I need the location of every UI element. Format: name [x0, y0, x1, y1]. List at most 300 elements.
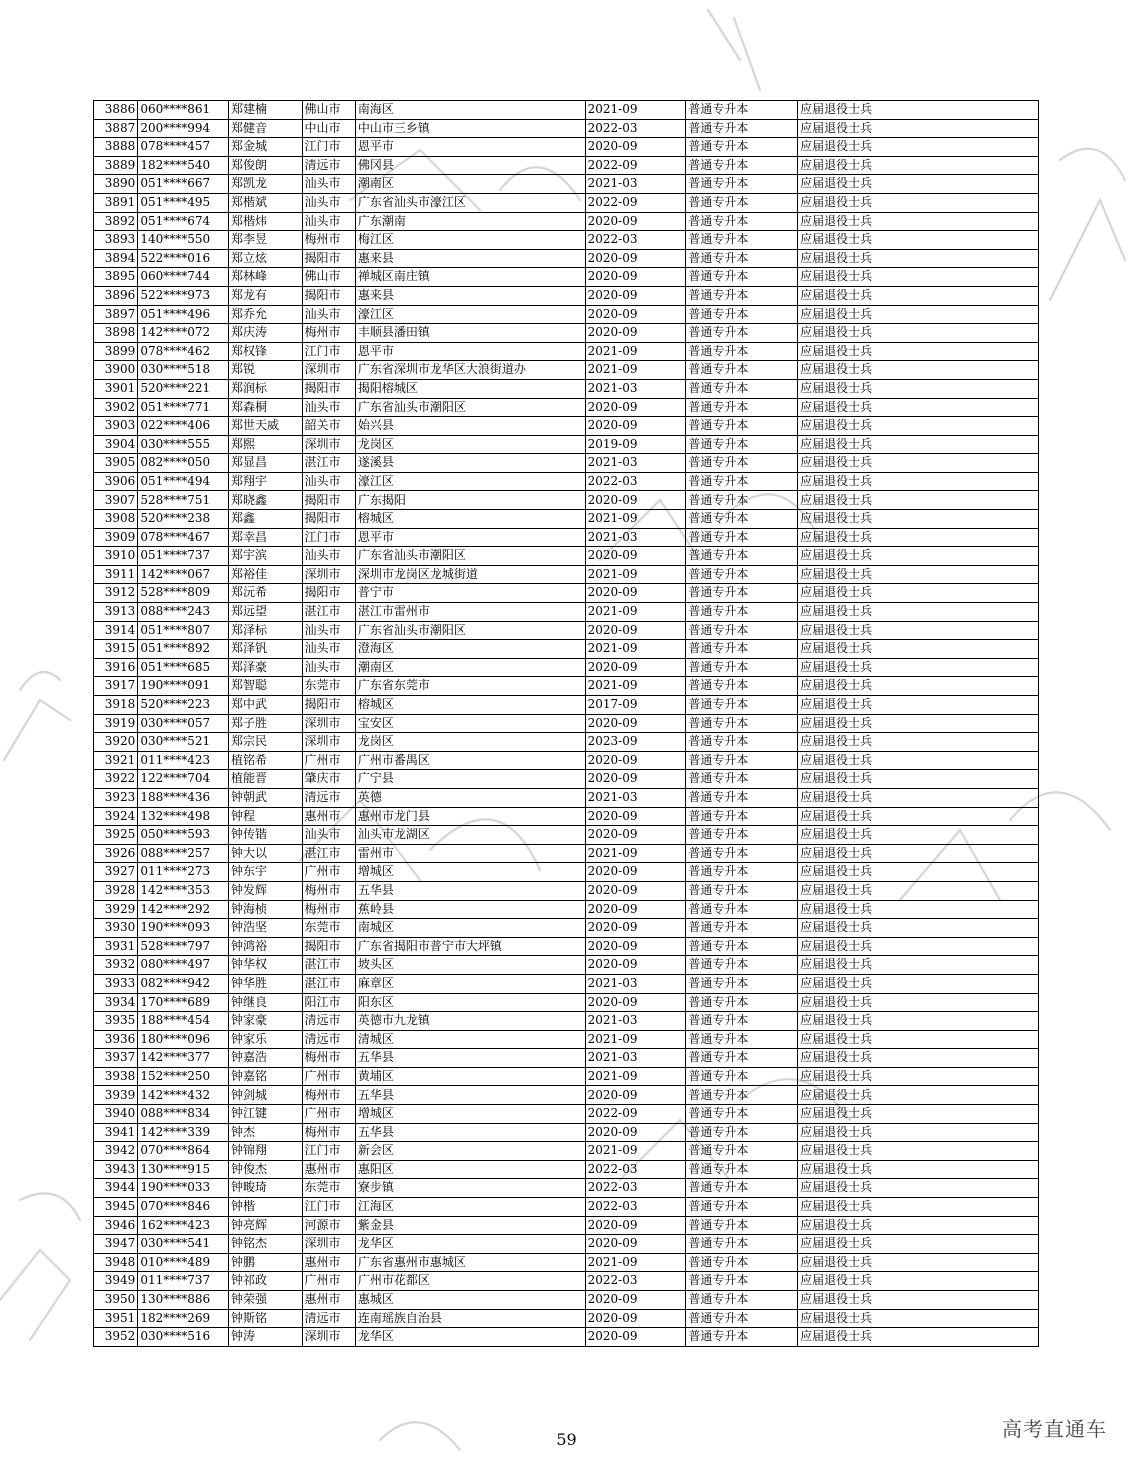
id-cell: 022****406	[138, 417, 229, 436]
seq-cell: 3942	[94, 1142, 138, 1161]
date-cell: 2022-03	[585, 1198, 686, 1217]
seq-cell: 3905	[94, 454, 138, 473]
city-cell: 汕头市	[302, 826, 355, 845]
category-cell: 应届退役士兵	[798, 696, 1039, 715]
id-cell: 528****751	[138, 491, 229, 510]
category-cell: 应届退役士兵	[798, 863, 1039, 882]
date-cell: 2020-09	[585, 900, 686, 919]
city-cell: 梅州市	[302, 1123, 355, 1142]
date-cell: 2020-09	[585, 249, 686, 268]
city-cell: 东莞市	[302, 677, 355, 696]
id-cell: 528****809	[138, 584, 229, 603]
seq-cell: 3900	[94, 361, 138, 380]
city-cell: 汕头市	[302, 175, 355, 194]
seq-cell: 3886	[94, 101, 138, 120]
city-cell: 汕头市	[302, 472, 355, 491]
district-cell: 湛江市雷州市	[355, 603, 585, 622]
category-cell: 应届退役士兵	[798, 1291, 1039, 1310]
date-cell: 2021-03	[585, 1049, 686, 1068]
seq-cell: 3897	[94, 305, 138, 324]
seq-cell: 3932	[94, 956, 138, 975]
name-cell: 郑金城	[228, 138, 302, 157]
table-row	[94, 807, 1039, 826]
category-cell: 应届退役士兵	[798, 1198, 1039, 1217]
table-row	[94, 491, 1039, 510]
category-cell: 应届退役士兵	[798, 844, 1039, 863]
table-row	[94, 1012, 1039, 1031]
district-cell: 广东省惠州市惠城区	[355, 1253, 585, 1272]
category-cell: 应届退役士兵	[798, 937, 1039, 956]
name-cell: 钟浩坚	[228, 919, 302, 938]
district-cell: 坡头区	[355, 956, 585, 975]
table-row	[94, 677, 1039, 696]
category-cell: 应届退役士兵	[798, 417, 1039, 436]
district-cell: 濠江区	[355, 472, 585, 491]
seq-cell: 3945	[94, 1198, 138, 1217]
category-cell: 应届退役士兵	[798, 1067, 1039, 1086]
id-cell: 082****942	[138, 974, 229, 993]
category-cell: 应届退役士兵	[798, 1328, 1039, 1347]
name-cell: 钟朝武	[228, 788, 302, 807]
date-cell: 2020-09	[585, 751, 686, 770]
district-cell: 南城区	[355, 919, 585, 938]
city-cell: 汕头市	[302, 621, 355, 640]
district-cell: 增城区	[355, 1105, 585, 1124]
seq-cell: 3924	[94, 807, 138, 826]
seq-cell: 3931	[94, 937, 138, 956]
name-cell: 郑立炫	[228, 249, 302, 268]
seq-cell: 3890	[94, 175, 138, 194]
category-cell: 应届退役士兵	[798, 1160, 1039, 1179]
district-cell: 增城区	[355, 863, 585, 882]
date-cell: 2021-09	[585, 1030, 686, 1049]
id-cell: 142****339	[138, 1123, 229, 1142]
id-cell: 051****674	[138, 212, 229, 231]
table-row	[94, 714, 1039, 733]
table-row	[94, 398, 1039, 417]
city-cell: 清远市	[302, 1012, 355, 1031]
date-cell: 2020-09	[585, 324, 686, 343]
id-cell: 200****994	[138, 119, 229, 138]
date-cell: 2020-09	[585, 919, 686, 938]
table-row	[94, 435, 1039, 454]
type-cell: 普通专升本	[686, 1049, 798, 1068]
name-cell: 郑宗民	[228, 733, 302, 752]
category-cell: 应届退役士兵	[798, 547, 1039, 566]
table-row	[94, 733, 1039, 752]
seq-cell: 3935	[94, 1012, 138, 1031]
date-cell: 2020-09	[585, 1328, 686, 1347]
id-cell: 142****072	[138, 324, 229, 343]
city-cell: 揭阳市	[302, 379, 355, 398]
name-cell: 钟鹏	[228, 1253, 302, 1272]
seq-cell: 3910	[94, 547, 138, 566]
name-cell: 郑凯龙	[228, 175, 302, 194]
id-cell: 122****704	[138, 770, 229, 789]
type-cell: 普通专升本	[686, 547, 798, 566]
district-cell: 广州市番禺区	[355, 751, 585, 770]
date-cell: 2020-09	[585, 305, 686, 324]
table-row	[94, 472, 1039, 491]
category-cell: 应届退役士兵	[798, 677, 1039, 696]
name-cell: 郑楷斌	[228, 193, 302, 212]
name-cell: 钟江键	[228, 1105, 302, 1124]
id-cell: 051****771	[138, 398, 229, 417]
city-cell: 湛江市	[302, 454, 355, 473]
city-cell: 湛江市	[302, 956, 355, 975]
seq-cell: 3918	[94, 696, 138, 715]
city-cell: 汕头市	[302, 305, 355, 324]
city-cell: 深圳市	[302, 733, 355, 752]
district-cell: 阳东区	[355, 993, 585, 1012]
id-cell: 011****737	[138, 1272, 229, 1291]
id-cell: 188****436	[138, 788, 229, 807]
type-cell: 普通专升本	[686, 398, 798, 417]
category-cell: 应届退役士兵	[798, 379, 1039, 398]
name-cell: 郑世天威	[228, 417, 302, 436]
id-cell: 030****555	[138, 435, 229, 454]
type-cell: 普通专升本	[686, 286, 798, 305]
id-cell: 050****593	[138, 826, 229, 845]
city-cell: 东莞市	[302, 919, 355, 938]
seq-cell: 3949	[94, 1272, 138, 1291]
type-cell: 普通专升本	[686, 435, 798, 454]
type-cell: 普通专升本	[686, 472, 798, 491]
type-cell: 普通专升本	[686, 881, 798, 900]
district-cell: 广宁县	[355, 770, 585, 789]
district-cell: 始兴县	[355, 417, 585, 436]
type-cell: 普通专升本	[686, 919, 798, 938]
date-cell: 2020-09	[585, 826, 686, 845]
city-cell: 汕头市	[302, 658, 355, 677]
type-cell: 普通专升本	[686, 751, 798, 770]
name-cell: 钟剑城	[228, 1086, 302, 1105]
seq-cell: 3917	[94, 677, 138, 696]
type-cell: 普通专升本	[686, 974, 798, 993]
seq-cell: 3888	[94, 138, 138, 157]
table-row	[94, 788, 1039, 807]
type-cell: 普通专升本	[686, 807, 798, 826]
date-cell: 2021-03	[585, 974, 686, 993]
name-cell: 郑俊朗	[228, 156, 302, 175]
id-cell: 170****689	[138, 993, 229, 1012]
type-cell: 普通专升本	[686, 156, 798, 175]
seq-cell: 3936	[94, 1030, 138, 1049]
district-cell: 丰顺县潘田镇	[355, 324, 585, 343]
city-cell: 清远市	[302, 1309, 355, 1328]
date-cell: 2020-09	[585, 547, 686, 566]
name-cell: 郑晓鑫	[228, 491, 302, 510]
type-cell: 普通专升本	[686, 1198, 798, 1217]
city-cell: 惠州市	[302, 1253, 355, 1272]
category-cell: 应届退役士兵	[798, 1272, 1039, 1291]
name-cell: 郑远望	[228, 603, 302, 622]
category-cell: 应届退役士兵	[798, 584, 1039, 603]
type-cell: 普通专升本	[686, 510, 798, 529]
name-cell: 钟程	[228, 807, 302, 826]
category-cell: 应届退役士兵	[798, 342, 1039, 361]
seq-cell: 3930	[94, 919, 138, 938]
id-cell: 142****353	[138, 881, 229, 900]
id-cell: 030****518	[138, 361, 229, 380]
id-cell: 051****892	[138, 640, 229, 659]
table-row	[94, 249, 1039, 268]
district-cell: 广东省汕头市潮阳区	[355, 398, 585, 417]
city-cell: 湛江市	[302, 603, 355, 622]
city-cell: 广州市	[302, 751, 355, 770]
category-cell: 应届退役士兵	[798, 175, 1039, 194]
id-cell: 010****489	[138, 1253, 229, 1272]
date-cell: 2020-09	[585, 714, 686, 733]
city-cell: 梅州市	[302, 1086, 355, 1105]
category-cell: 应届退役士兵	[798, 1123, 1039, 1142]
date-cell: 2020-09	[585, 956, 686, 975]
city-cell: 惠州市	[302, 1160, 355, 1179]
name-cell: 钟亮辉	[228, 1216, 302, 1235]
date-cell: 2022-03	[585, 119, 686, 138]
type-cell: 普通专升本	[686, 863, 798, 882]
seq-cell: 3948	[94, 1253, 138, 1272]
type-cell: 普通专升本	[686, 1328, 798, 1347]
type-cell: 普通专升本	[686, 101, 798, 120]
district-cell: 广东潮南	[355, 212, 585, 231]
name-cell: 郑翔宇	[228, 472, 302, 491]
type-cell: 普通专升本	[686, 733, 798, 752]
category-cell: 应届退役士兵	[798, 565, 1039, 584]
category-cell: 应届退役士兵	[798, 733, 1039, 752]
category-cell: 应届退役士兵	[798, 807, 1039, 826]
district-cell: 龙岗区	[355, 733, 585, 752]
seq-cell: 3951	[94, 1309, 138, 1328]
city-cell: 江门市	[302, 1142, 355, 1161]
type-cell: 普通专升本	[686, 1105, 798, 1124]
district-cell: 五华县	[355, 1123, 585, 1142]
date-cell: 2021-03	[585, 788, 686, 807]
date-cell: 2021-09	[585, 342, 686, 361]
district-cell: 普宁市	[355, 584, 585, 603]
table-row	[94, 1235, 1039, 1254]
table-row	[94, 658, 1039, 677]
seq-cell: 3902	[94, 398, 138, 417]
type-cell: 普通专升本	[686, 584, 798, 603]
table-row	[94, 324, 1039, 343]
category-cell: 应届退役士兵	[798, 454, 1039, 473]
seq-cell: 3941	[94, 1123, 138, 1142]
category-cell: 应届退役士兵	[798, 1253, 1039, 1272]
name-cell: 郑森桐	[228, 398, 302, 417]
type-cell: 普通专升本	[686, 361, 798, 380]
category-cell: 应届退役士兵	[798, 286, 1039, 305]
city-cell: 汕头市	[302, 212, 355, 231]
district-cell: 黄埔区	[355, 1067, 585, 1086]
seq-cell: 3906	[94, 472, 138, 491]
date-cell: 2021-09	[585, 361, 686, 380]
id-cell: 011****423	[138, 751, 229, 770]
district-cell: 龙华区	[355, 1235, 585, 1254]
city-cell: 深圳市	[302, 1235, 355, 1254]
table-row	[94, 119, 1039, 138]
roster-table-body	[94, 101, 1039, 1347]
district-cell: 汕头市龙湖区	[355, 826, 585, 845]
type-cell: 普通专升本	[686, 677, 798, 696]
type-cell: 普通专升本	[686, 937, 798, 956]
category-cell: 应届退役士兵	[798, 138, 1039, 157]
category-cell: 应届退役士兵	[798, 881, 1039, 900]
date-cell: 2022-09	[585, 1105, 686, 1124]
category-cell: 应届退役士兵	[798, 770, 1039, 789]
date-cell: 2020-09	[585, 398, 686, 417]
table-row	[94, 974, 1039, 993]
seq-cell: 3933	[94, 974, 138, 993]
district-cell: 惠阳区	[355, 1160, 585, 1179]
category-cell: 应届退役士兵	[798, 1012, 1039, 1031]
district-cell: 麻章区	[355, 974, 585, 993]
district-cell: 广东省汕头市潮阳区	[355, 621, 585, 640]
table-row	[94, 1309, 1039, 1328]
table-row	[94, 1067, 1039, 1086]
date-cell: 2020-09	[585, 1309, 686, 1328]
category-cell: 应届退役士兵	[798, 268, 1039, 287]
seq-cell: 3904	[94, 435, 138, 454]
table-row	[94, 175, 1039, 194]
category-cell: 应届退役士兵	[798, 119, 1039, 138]
seq-cell: 3950	[94, 1291, 138, 1310]
name-cell: 郑权锋	[228, 342, 302, 361]
city-cell: 揭阳市	[302, 937, 355, 956]
category-cell: 应届退役士兵	[798, 603, 1039, 622]
city-cell: 佛山市	[302, 268, 355, 287]
name-cell: 郑楷炜	[228, 212, 302, 231]
district-cell: 揭阳榕城区	[355, 379, 585, 398]
name-cell: 郑沅希	[228, 584, 302, 603]
category-cell: 应届退役士兵	[798, 249, 1039, 268]
type-cell: 普通专升本	[686, 1272, 798, 1291]
type-cell: 普通专升本	[686, 305, 798, 324]
district-cell: 宝安区	[355, 714, 585, 733]
name-cell: 郑泽豪	[228, 658, 302, 677]
type-cell: 普通专升本	[686, 1160, 798, 1179]
district-cell: 龙华区	[355, 1328, 585, 1347]
category-cell: 应届退役士兵	[798, 714, 1039, 733]
date-cell: 2021-09	[585, 1067, 686, 1086]
table-row	[94, 1142, 1039, 1161]
table-row	[94, 101, 1039, 120]
type-cell: 普通专升本	[686, 1291, 798, 1310]
seq-cell: 3891	[94, 193, 138, 212]
name-cell: 钟涛	[228, 1328, 302, 1347]
table-row	[94, 156, 1039, 175]
id-cell: 190****091	[138, 677, 229, 696]
date-cell: 2020-09	[585, 993, 686, 1012]
table-row	[94, 919, 1039, 938]
seq-cell: 3913	[94, 603, 138, 622]
type-cell: 普通专升本	[686, 1309, 798, 1328]
brand-watermark-text: 高考直通车	[1002, 1417, 1107, 1441]
date-cell: 2020-09	[585, 491, 686, 510]
date-cell: 2017-09	[585, 696, 686, 715]
name-cell: 郑健音	[228, 119, 302, 138]
type-cell: 普通专升本	[686, 826, 798, 845]
type-cell: 普通专升本	[686, 528, 798, 547]
category-cell: 应届退役士兵	[798, 1216, 1039, 1235]
seq-cell: 3893	[94, 231, 138, 250]
page-number: 59	[556, 1430, 577, 1449]
city-cell: 广州市	[302, 1105, 355, 1124]
date-cell: 2020-09	[585, 621, 686, 640]
date-cell: 2021-09	[585, 101, 686, 120]
type-cell: 普通专升本	[686, 1179, 798, 1198]
city-cell: 河源市	[302, 1216, 355, 1235]
city-cell: 深圳市	[302, 1328, 355, 1347]
type-cell: 普通专升本	[686, 1030, 798, 1049]
type-cell: 普通专升本	[686, 249, 798, 268]
district-cell: 英德	[355, 788, 585, 807]
district-cell: 英德市九龙镇	[355, 1012, 585, 1031]
name-cell: 郑显昌	[228, 454, 302, 473]
seq-cell: 3952	[94, 1328, 138, 1347]
type-cell: 普通专升本	[686, 268, 798, 287]
district-cell: 五华县	[355, 1049, 585, 1068]
name-cell: 郑建楠	[228, 101, 302, 120]
city-cell: 梅州市	[302, 231, 355, 250]
seq-cell: 3928	[94, 881, 138, 900]
city-cell: 江门市	[302, 528, 355, 547]
district-cell: 澄海区	[355, 640, 585, 659]
district-cell: 五华县	[355, 881, 585, 900]
type-cell: 普通专升本	[686, 1216, 798, 1235]
seq-cell: 3889	[94, 156, 138, 175]
seq-cell: 3922	[94, 770, 138, 789]
category-cell: 应届退役士兵	[798, 974, 1039, 993]
date-cell: 2022-03	[585, 231, 686, 250]
date-cell: 2020-09	[585, 417, 686, 436]
name-cell: 郑龙有	[228, 286, 302, 305]
district-cell: 梅江区	[355, 231, 585, 250]
category-cell: 应届退役士兵	[798, 435, 1039, 454]
district-cell: 清城区	[355, 1030, 585, 1049]
type-cell: 普通专升本	[686, 770, 798, 789]
category-cell: 应届退役士兵	[798, 658, 1039, 677]
type-cell: 普通专升本	[686, 1012, 798, 1031]
district-cell: 寮步镇	[355, 1179, 585, 1198]
name-cell: 钟东宇	[228, 863, 302, 882]
table-row	[94, 844, 1039, 863]
date-cell: 2020-09	[585, 1216, 686, 1235]
category-cell: 应届退役士兵	[798, 491, 1039, 510]
seq-cell: 3896	[94, 286, 138, 305]
table-row	[94, 547, 1039, 566]
table-row	[94, 305, 1039, 324]
table-row	[94, 696, 1039, 715]
type-cell: 普通专升本	[686, 193, 798, 212]
district-cell: 深圳市龙岗区龙城街道	[355, 565, 585, 584]
seq-cell: 3908	[94, 510, 138, 529]
seq-cell: 3929	[94, 900, 138, 919]
seq-cell: 3898	[94, 324, 138, 343]
id-cell: 082****050	[138, 454, 229, 473]
id-cell: 152****250	[138, 1067, 229, 1086]
category-cell: 应届退役士兵	[798, 1309, 1039, 1328]
table-row	[94, 528, 1039, 547]
table-row	[94, 212, 1039, 231]
seq-cell: 3937	[94, 1049, 138, 1068]
date-cell: 2021-09	[585, 1142, 686, 1161]
type-cell: 普通专升本	[686, 175, 798, 194]
district-cell: 江海区	[355, 1198, 585, 1217]
id-cell: 078****467	[138, 528, 229, 547]
table-row	[94, 881, 1039, 900]
district-cell: 濠江区	[355, 305, 585, 324]
